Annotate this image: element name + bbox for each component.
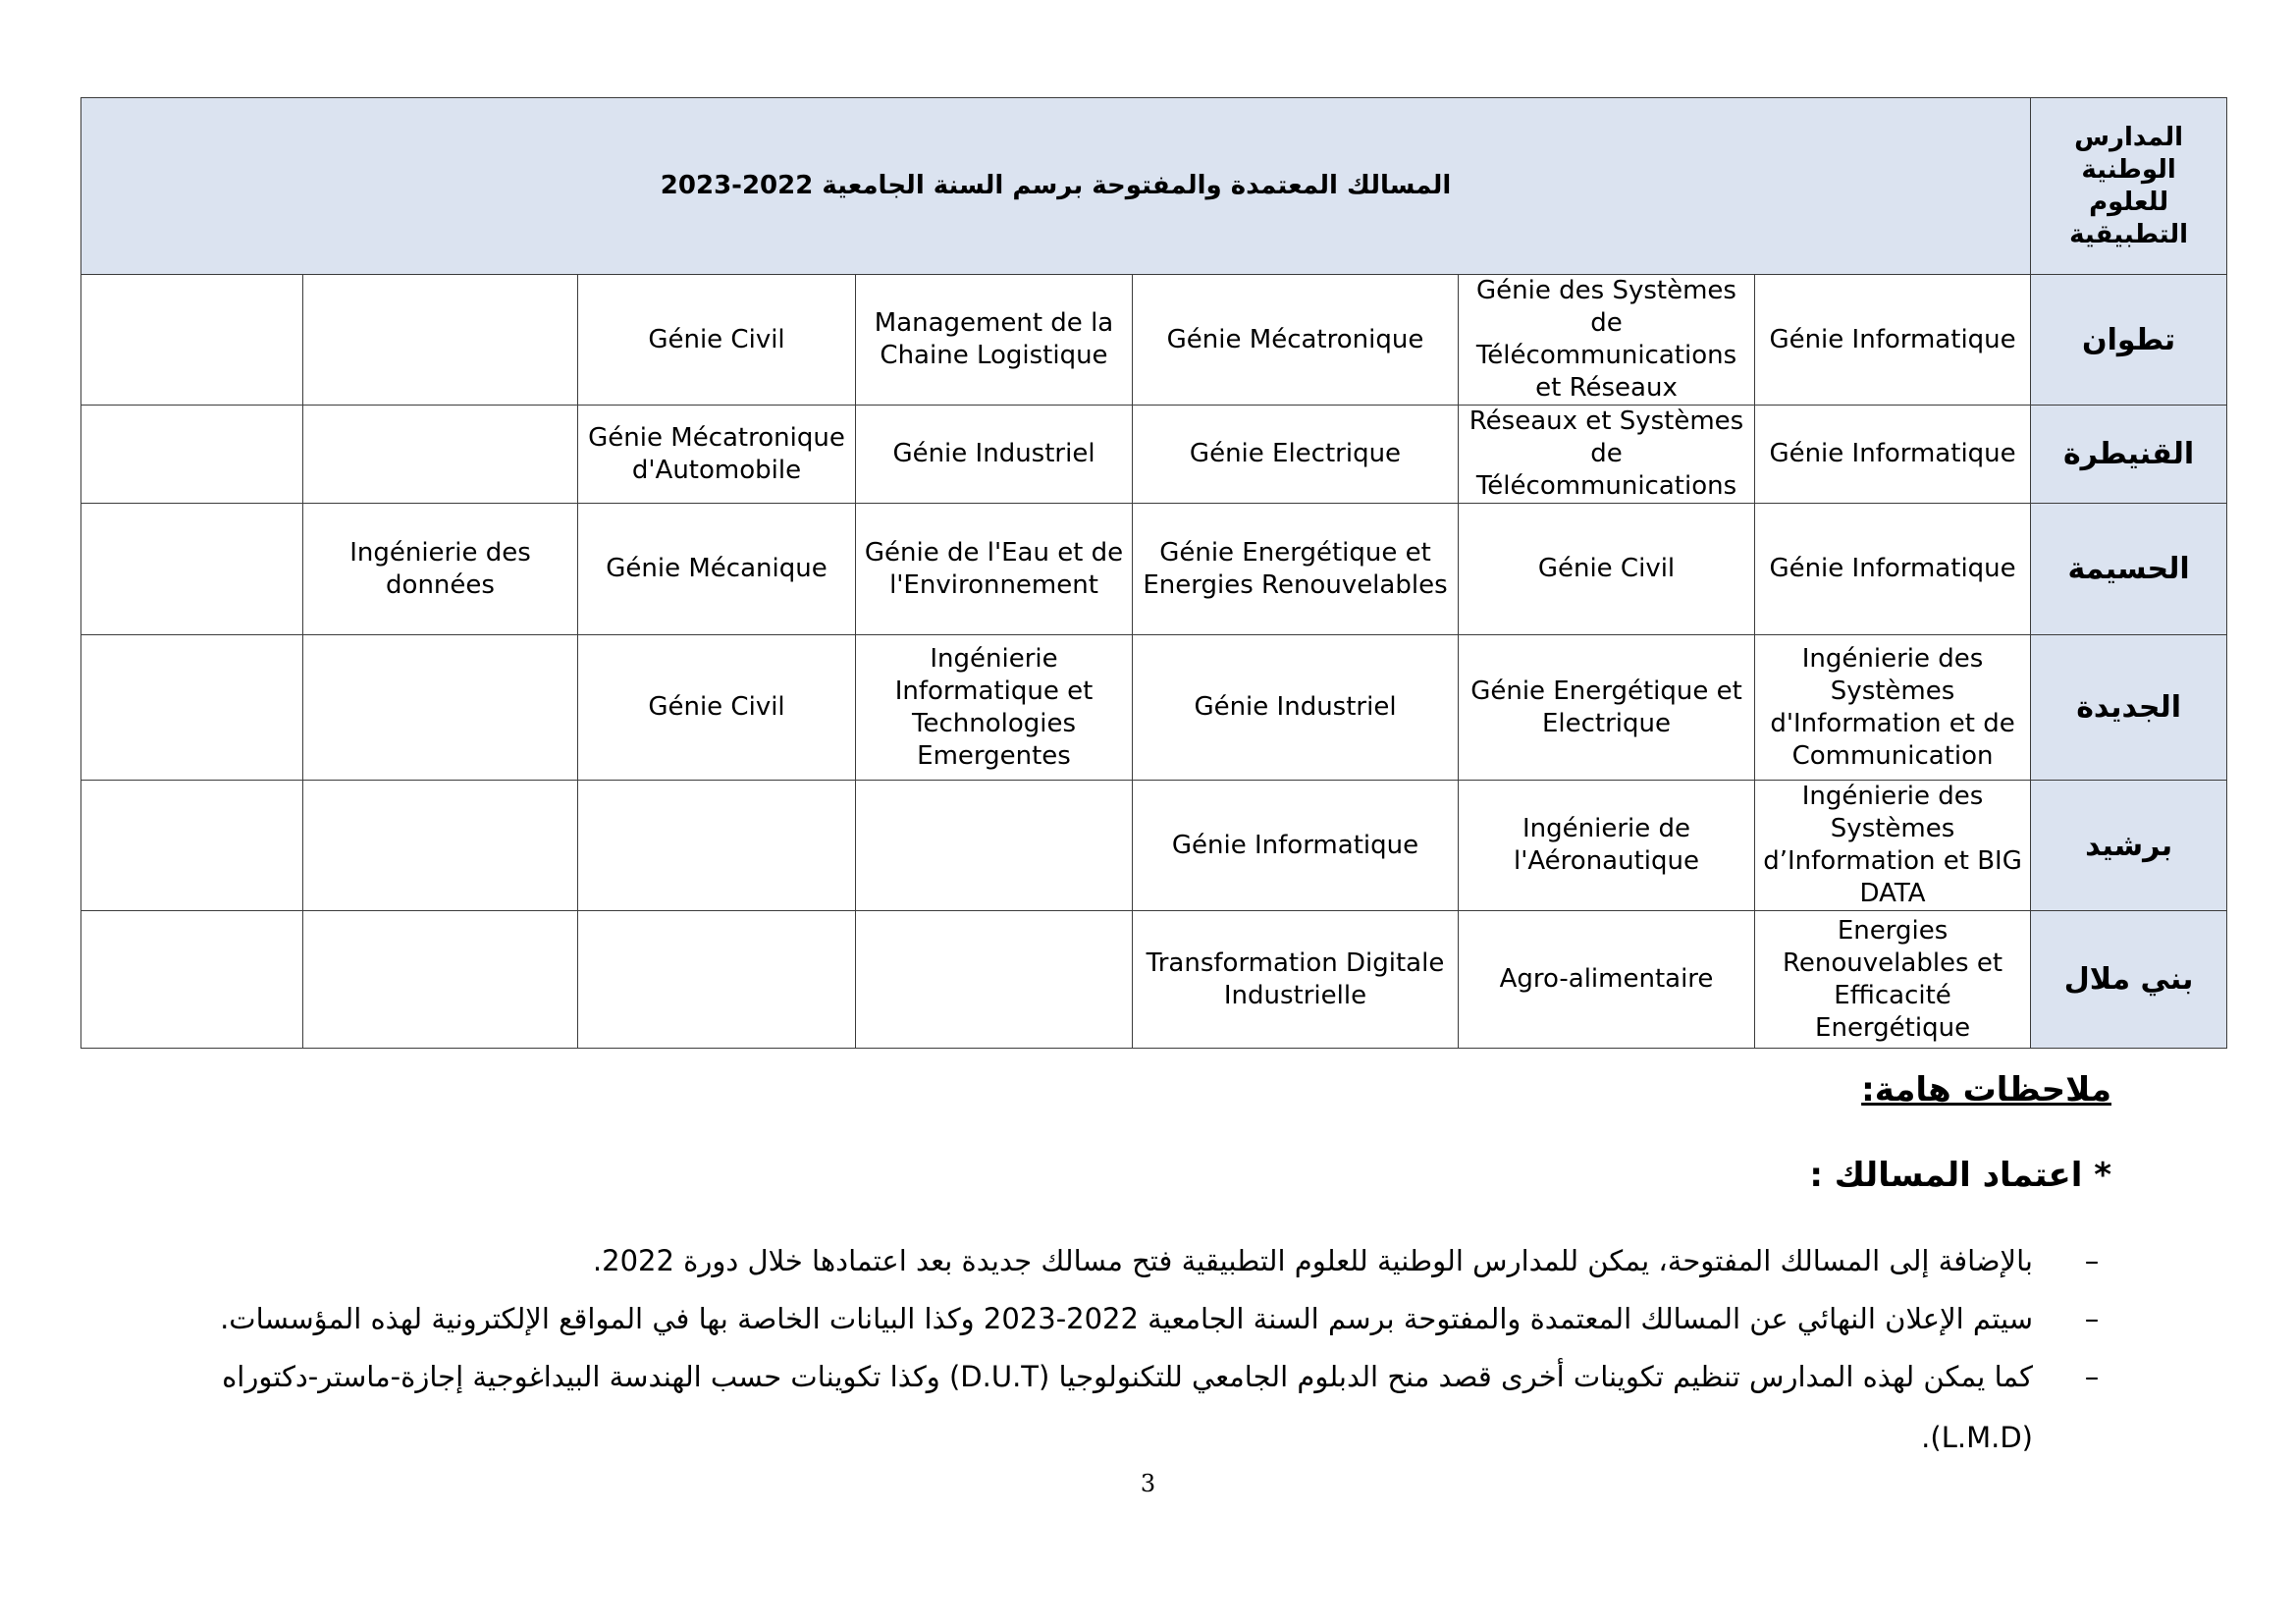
program-cell (578, 911, 856, 1049)
program-cell (81, 275, 303, 406)
note-item (178, 1230, 2111, 1291)
school-name-cell: بني ملال (2031, 911, 2227, 1049)
table-title: المسالك المعتمدة والمفتوحة برسم السنة الجامعية 2022-2023 (81, 98, 2031, 275)
program-cell: Génie Industriel (1133, 635, 1459, 781)
school-name-cell: برشيد (2031, 781, 2227, 911)
note-item (178, 1288, 2111, 1349)
program-cell: Génie Mécatronique d'Automobile (578, 406, 856, 504)
program-cell: Ingénierie des Systèmes d'Information et de Communication (1755, 635, 2031, 781)
program-cell (81, 504, 303, 635)
program-cell: Génie Informatique (1755, 406, 2031, 504)
dash-bullet: – (2084, 1302, 2100, 1335)
notes-heading: ملاحظات هامة: (1861, 1070, 2111, 1110)
accreditation-heading: * اعتماد المسالك : (1809, 1156, 2111, 1195)
program-cell: Ingénierie de l'Aéronautique (1459, 781, 1755, 911)
program-cell: Génie Informatique (1755, 504, 2031, 635)
program-cell: Génie Industriel (856, 406, 1133, 504)
school-name-cell: الحسيمة (2031, 504, 2227, 635)
program-cell (81, 911, 303, 1049)
program-cell (856, 781, 1133, 911)
program-cell: Génie des Systèmes de Télécommunications et Réseaux (1459, 275, 1755, 406)
program-cell (81, 406, 303, 504)
note-text: سيتم الإعلان النهائي عن المسالك المعتمدة والمفتوحة برسم السنة الجامعية 2022-2023 وكذا البيانات الخاصة بها في المواقع الإلكترونية لهذه المؤسسات. (220, 1302, 2033, 1335)
program-cell: Agro-alimentaire (1459, 911, 1755, 1049)
program-cell: Génie Electrique (1133, 406, 1459, 504)
program-cell (303, 911, 578, 1049)
school-name-cell: تطوان (2031, 275, 2227, 406)
program-cell: Génie Energétique et Electrique (1459, 635, 1755, 781)
dash-bullet: – (2084, 1360, 2100, 1393)
dash-bullet: – (2084, 1244, 2100, 1277)
program-cell: Génie Energétique et Energies Renouvelables (1133, 504, 1459, 635)
program-cell: Génie Informatique (1755, 275, 2031, 406)
program-cell: Génie Mécatronique (1133, 275, 1459, 406)
program-cell (303, 781, 578, 911)
program-cell: Génie Civil (578, 635, 856, 781)
table-row (81, 504, 2227, 635)
program-cell: Energies Renouvelables et Efficacité Energétique (1755, 911, 2031, 1049)
program-cell (303, 406, 578, 504)
program-cell (81, 781, 303, 911)
program-cell (81, 635, 303, 781)
note-text: بالإضافة إلى المسالك المفتوحة، يمكن للمدارس الوطنية للعلوم التطبيقية فتح مسالك جديدة بعد اعتمادها خلال دورة 2022. (592, 1244, 2033, 1277)
program-cell (303, 635, 578, 781)
table-header-row (81, 98, 2227, 275)
table-row (81, 781, 2227, 911)
program-cell: Ingénierie Informatique et Technologies Emergentes (856, 635, 1133, 781)
table-row (81, 406, 2227, 504)
program-cell: Ingénierie des Systèmes d’Information et BIG DATA (1755, 781, 2031, 911)
page-number: 3 (1140, 1470, 1156, 1497)
program-cell: Génie Civil (1459, 504, 1755, 635)
program-cell: Génie Mécanique (578, 504, 856, 635)
table-row (81, 635, 2227, 781)
table-row (81, 911, 2227, 1049)
program-cell (578, 781, 856, 911)
program-cell: Réseaux et Systèmes de Télécommunications (1459, 406, 1755, 504)
program-cell (856, 911, 1133, 1049)
program-cell: Transformation Digitale Industrielle (1133, 911, 1459, 1049)
table-row (81, 275, 2227, 406)
note-item (178, 1346, 2111, 1468)
note-text: كما يمكن لهذه المدارس تنظيم تكوينات أخرى قصد منح الدبلوم الجامعي للتكنولوجيا (D.U.T) وكذا تكوينات حسب الهندسة البيداغوجية إجازة-ماستر-دكتوراه (L.M.D). (222, 1360, 2033, 1454)
program-cell: Génie Informatique (1133, 781, 1459, 911)
programs-table (80, 97, 2227, 1049)
school-name-cell: القنيطرة (2031, 406, 2227, 504)
program-cell: Génie Civil (578, 275, 856, 406)
program-cell: Génie de l'Eau et de l'Environnement (856, 504, 1133, 635)
school-name-cell: الجديدة (2031, 635, 2227, 781)
school-column-header: المدارس الوطنية للعلوم التطبيقية (2031, 98, 2227, 275)
program-cell (303, 275, 578, 406)
program-cell: Management de la Chaine Logistique (856, 275, 1133, 406)
program-cell: Ingénierie des données (303, 504, 578, 635)
